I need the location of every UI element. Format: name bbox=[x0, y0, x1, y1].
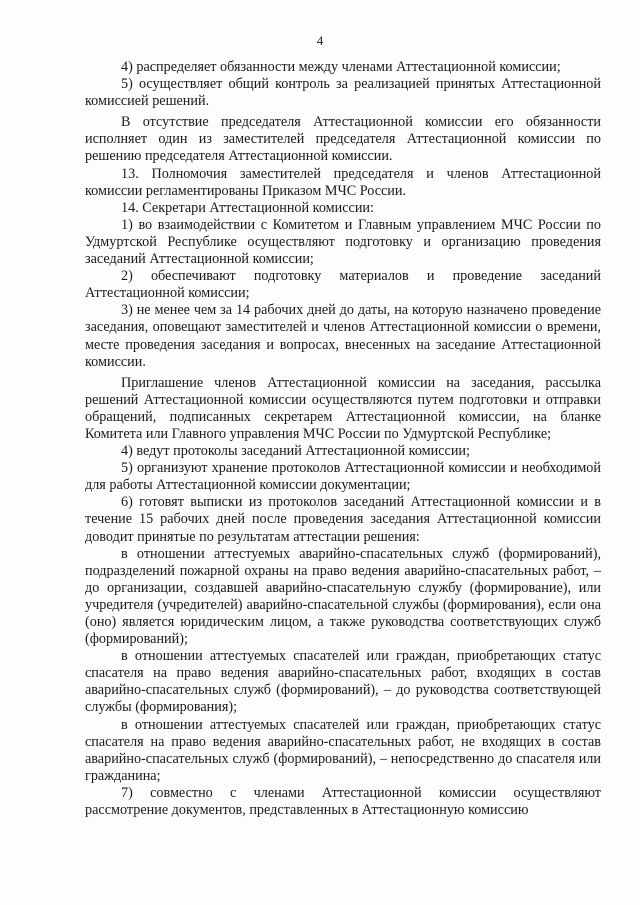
paragraph-item-13: 13. Полномочия заместителей председателя и членов Аттестационной комиссии регламентированы Приказом МЧС России. bbox=[85, 165, 601, 199]
paragraph-secretary-duty-7: 7) совместно с членами Аттестационной комиссии осуществляют рассмотрение документов, представленных в Аттестационную комиссию bbox=[85, 784, 601, 819]
document-body bbox=[85, 59, 601, 819]
paragraph-secretary-duty-2: 2) обеспечивают подготовку материалов и проведение заседаний Аттестационной комиссии; bbox=[85, 268, 601, 302]
paragraph-secretary-duty-6: 6) готовят выписки из протоколов заседаний Аттестационной комиссии и в течение 15 рабочих дней после проведения заседания Аттестационной комиссии доводит принятые по результатам аттестации решения: bbox=[85, 494, 601, 545]
paragraph-invitations: Приглашение членов Аттестационной комиссии на заседания, рассылка решений Аттестационной комиссии осуществляются путем подготовки и отправки обращений, подписанных секретарем Аттестационной комиссии, на бланке Комитета или Главного управления МЧС России по Удмуртской Республике; bbox=[85, 374, 601, 442]
paragraph-services-decisions: в отношении аттестуемых аварийно-спасательных служб (формирований), подразделений пожарной охраны на право ведения аварийно-спасательных работ, – до организации, создавшей аварийно-спасательную службу (формирование), или учредителя (учредителей) аварийно-спасательной службы (формирования), если она (оно) является юридическим лицом, а также руководства соответствующих служб (формирований); bbox=[85, 545, 601, 648]
paragraph-item-14: 14. Секретари Аттестационной комиссии: bbox=[121, 199, 374, 216]
paragraph-absence-of-chair: В отсутствие председателя Аттестационной комиссии его обязанности исполняет один из заместителей председателя Аттестационной комиссии по решению председателя Аттестационной комиссии. bbox=[85, 114, 601, 165]
paragraph-duty-4: 4) распределяет обязанности между членами Аттестационной комиссии; bbox=[121, 59, 561, 75]
paragraph-duty-5: 5) осуществляет общий контроль за реализацией принятых Аттестационной комиссией решений. bbox=[85, 76, 601, 110]
paragraph-secretary-duty-4: 4) ведут протоколы заседаний Аттестационной комиссии; bbox=[121, 443, 470, 460]
paragraph-rescuers-in-services: в отношении аттестуемых спасателей или граждан, приобретающих статус спасателя на право ведения аварийно-спасательных работ, входящих в состав аварийно-спасательных служб (формирований), – до руководства соответствующей службы (формирования); bbox=[85, 648, 601, 716]
paragraph-secretary-duty-3: 3) не менее чем за 14 рабочих дней до даты, на которую назначено проведение заседания, оповещают заместителей и членов Аттестационной комиссии о времени, месте проведения заседания и вопросах, внесенных на заседание Аттестационной комиссии. bbox=[85, 302, 601, 370]
page-number: 4 bbox=[316, 33, 324, 48]
paragraph-secretary-duty-5: 5) организуют хранение протоколов Аттестационной комиссии и необходимой для работы Аттестационной комиссии документации; bbox=[85, 460, 601, 494]
paragraph-rescuers-outside-services: в отношении аттестуемых спасателей или граждан, приобретающих статус спасателя на право ведения аварийно-спасательных работ, не входящих в состав аварийно-спасательных служб (формирований), – непосредственно до спасателя или гражданина; bbox=[85, 716, 601, 784]
paragraph-secretary-duty-1: 1) во взаимодействии с Комитетом и Главным управлением МЧС России по Удмуртской Республике осуществляют подготовку и организацию проведения заседаний Аттестационной комиссии; bbox=[85, 216, 601, 268]
